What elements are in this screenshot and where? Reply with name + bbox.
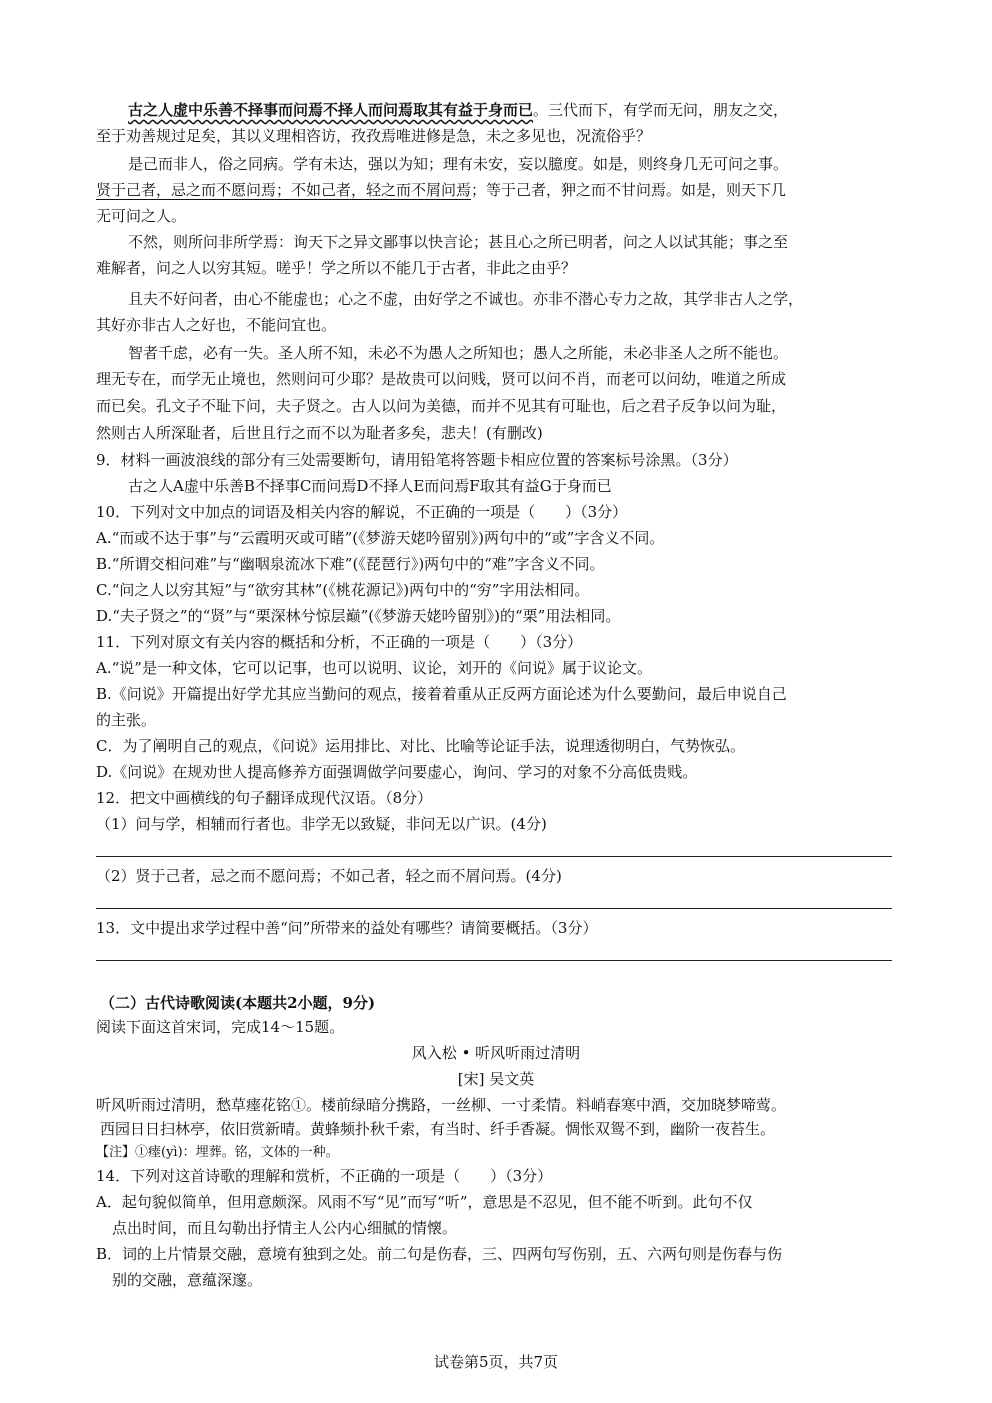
section-heading: （二）古代诗歌阅读(本题共2小题，9分): [100, 994, 376, 1012]
question-10-option-d: D.“夫子贤之”的“贤”与“栗深林兮惊层巅”(《梦游天姥吟留别》)的“栗”用法相同。: [96, 607, 621, 625]
page-footer: 试卷第5页，共7页: [433, 1353, 559, 1371]
answer-line[interactable]: [96, 908, 892, 909]
poem-title: 风入松 • 听风听雨过清明: [411, 1044, 581, 1062]
answer-line[interactable]: [96, 960, 892, 961]
question-11-option-b: B.《问说》开篇提出好学尤其应当勤问的观点，接着着重从正反两方面论述为什么要勤问，最后申说自己: [96, 685, 787, 703]
passage-text: ；等于己者，狎之而不甘问焉。如是，则天下几: [471, 181, 787, 199]
passage-line: 且夫不好问者，由心不能虚也；心之不虚，由好学之不诚也。亦非不潜心专力之故，其学非古人之学，: [128, 290, 804, 308]
underlined-text: 贤于己者，忌之而不愿问焉；不如己者，轻之而不屑问焉: [96, 181, 472, 199]
passage-line: 难解者，问之人以穷其短。嗟乎！学之所以不能几于古者，非此之由乎？: [96, 259, 577, 277]
question-9: 9．材料一画波浪线的部分有三处需要断句，请用铅笔将答题卡相应位置的答案标号涂黑。（3分）: [96, 451, 738, 469]
answer-line[interactable]: [96, 856, 892, 857]
poem-line: 听风听雨过清明，愁草瘗花铭①。楼前绿暗分携路，一丝柳、一寸柔情。料峭春寒中酒，交加晓梦啼莺。: [96, 1096, 787, 1114]
section-intro: 阅读下面这首宋词，完成14～15题。: [96, 1018, 345, 1036]
passage-line: 然则古人所深耻者，后世且行之而不以为耻者多矣，悲夫！(有删改): [96, 424, 543, 442]
poem-author: [宋] 吴文英: [457, 1070, 535, 1088]
question-11: 11．下列对原文有关内容的概括和分析，不正确的一项是（ ）（3分）: [96, 633, 583, 651]
question-11-option-c: C．为了阐明自己的观点，《问说》运用排比、对比、比喻等论证手法，说理透彻明白，气势恢弘。: [96, 737, 745, 755]
passage-text: 。三代而下，有学而无问，朋友之交，: [533, 101, 789, 119]
passage-line: 而已矣。孔文子不耻下问，夫子贤之。古人以问为美德，而并不见其有可耻也，后之君子反争以问为耻，: [96, 397, 787, 415]
question-11-option-b-cont: 的主张。: [96, 711, 157, 729]
passage-line: 理无专在，而学无止境也，然则问可少耶？是故贵可以问贱，贤可以问不肖，而老可以问幼，唯道之所成: [96, 370, 787, 388]
passage-line: 不然，则所问非所学焉：询天下之异文鄙事以快言论；甚且心之所已明者，问之人以试其能；事之至: [128, 233, 789, 251]
passage-line: 无可问之人。: [96, 207, 187, 225]
question-14-option-a: A．起句貌似简单，但用意颇深。风雨不写“见”而写“听”，意思是不忍见，但不能不听到。此句不仅: [96, 1193, 753, 1211]
question-10: 10．下列对文中加点的词语及相关内容的解说，不正确的一项是（ ）（3分）: [96, 503, 628, 521]
poem-note: 【注】①瘗(yì)：埋葬。铭，文体的一种。: [96, 1145, 339, 1160]
question-12: 12．把文中画横线的句子翻译成现代汉语。（8分）: [96, 789, 433, 807]
question-10-option-a: A.“而或不达于事”与“云霞明灭或可睹”(《梦游天姥吟留别》)两句中的“或”字含义不同。: [96, 529, 665, 547]
question-14-option-b: B．词的上片情景交融，意境有独到之处。前二句是伤春，三、四两句写伤别，五、六两句则是伤春与伤: [96, 1245, 783, 1263]
question-12-part-1: （1）问与学，相辅而行者也。非学无以致疑，非问无以广识。(4分): [96, 815, 547, 833]
question-10-option-c: C.“问之人以穷其短”与“欲穷其林”(《桃花源记》)两句中的“穷”字用法相同。: [96, 581, 590, 599]
question-14-option-b-cont: 别的交融，意蕴深邃。: [112, 1271, 263, 1289]
question-10-option-b: B.“所谓交相问难”与“幽咽泉流冰下难”(《琵琶行》)两句中的“难”字含义不同。: [96, 555, 605, 573]
poem-line: 西园日日扫林亭，依旧赏新晴。黄蜂频扑秋千索，有当时、纤手香凝。惆怅双鸳不到，幽阶一夜苔生。: [100, 1120, 776, 1138]
passage-line: 是己而非人，俗之同病。学有未达，强以为知；理有未安，妄以臆度。如是，则终身几无可问之事。: [128, 155, 789, 173]
passage-line: 其好亦非古人之好也，不能问宜也。: [96, 316, 337, 334]
passage-line: 智者千虑，必有一失。圣人所不知，未必不为愚人之所知也；愚人之所能，未必非圣人之所不能也。: [128, 344, 789, 362]
wavy-underlined-text: 古之人虚中乐善不择事而问焉不择人而问焉取其有益于身而已: [128, 101, 534, 119]
question-11-option-a: A.“说”是一种文体，它可以记事，也可以说明、议论，刘开的《问说》属于议论文。: [96, 659, 652, 677]
question-13: 13．文中提出求学过程中善“问”所带来的益处有哪些？请简要概括。（3分）: [96, 919, 598, 937]
question-14: 14．下列对这首诗歌的理解和赏析，不正确的一项是（ ）（3分）: [96, 1167, 553, 1185]
passage-line: 至于劝善规过足矣，其以义理相咨访，孜孜焉唯进修是急，未之多见也，况流俗乎？: [96, 127, 652, 145]
passage-line: [96, 180, 786, 200]
question-9-options: 古之人A虚中乐善B不择事C而问焉D不择人E而问焉F取其有益G于身而已: [128, 477, 612, 495]
question-11-option-d: D.《问说》在规劝世人提高修养方面强调做学问要虚心，询问、学习的对象不分高低贵贱。: [96, 763, 698, 781]
passage-line: [128, 100, 788, 120]
question-14-option-a-cont: 点出时间，而且勾勒出抒情主人公内心细腻的情懐。: [112, 1219, 458, 1237]
question-12-part-2: （2）贤于己者，忌之而不愿问焉；不如己者，轻之而不屑问焉。(4分): [96, 867, 562, 885]
